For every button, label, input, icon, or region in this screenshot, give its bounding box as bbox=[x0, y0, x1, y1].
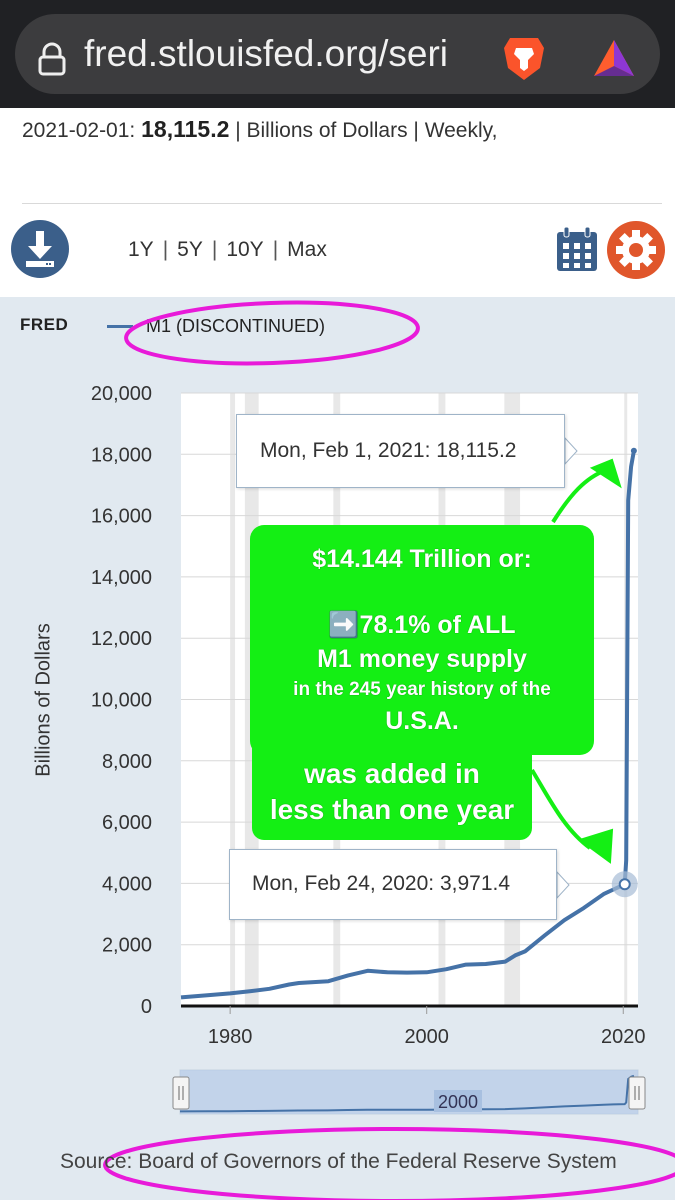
fred-logo: FRED bbox=[20, 315, 69, 334]
range-1y[interactable]: 1Y bbox=[128, 238, 154, 261]
navigator-handle[interactable] bbox=[629, 1077, 645, 1109]
y-tick-label: 6,000 bbox=[101, 812, 152, 835]
annotation-line: ➡️78.1% of ALL bbox=[328, 611, 516, 639]
source-note: Source: Board of Governors of the Federal Reserve System bbox=[60, 1150, 617, 1173]
annotation-line: M1 money supply bbox=[317, 645, 527, 673]
range-5y[interactable]: 5Y bbox=[177, 238, 203, 261]
y-tick-label: 10,000 bbox=[90, 689, 152, 712]
x-tick-label: 2020 bbox=[601, 1026, 646, 1048]
navigator-handle[interactable] bbox=[173, 1077, 189, 1109]
navigator-label: 2000 bbox=[437, 1092, 479, 1112]
observation-meta: | Billions of Dollars | Weekly, bbox=[235, 119, 498, 142]
annotation-line: less than one year bbox=[269, 794, 515, 825]
y-axis-label: Billions of Dollars bbox=[32, 623, 55, 777]
y-tick-label: 12,000 bbox=[90, 628, 152, 651]
data-point bbox=[631, 448, 637, 454]
highlight-circle-legend bbox=[125, 298, 419, 368]
tooltip-latest bbox=[236, 414, 565, 488]
x-tick-label: 2000 bbox=[404, 1026, 449, 1048]
navigator-selection bbox=[180, 1070, 638, 1114]
range-separator: | bbox=[272, 238, 279, 261]
tooltip-prepandemic-date: Mon, Feb 24, 2020: bbox=[252, 872, 435, 895]
range-separator: | bbox=[211, 238, 218, 261]
tooltip-latest-value: 18,115.2 bbox=[436, 439, 517, 462]
legend-label[interactable]: M1 (DISCONTINUED) bbox=[146, 316, 325, 336]
highlight-point bbox=[620, 879, 630, 889]
observation-date: 2021-02-01: bbox=[22, 119, 136, 142]
annotation-box bbox=[250, 525, 594, 755]
y-tick-label: 20,000 bbox=[90, 383, 152, 405]
y-tick-label: 16,000 bbox=[90, 505, 152, 528]
annotation-box-bottom bbox=[252, 748, 532, 840]
y-tick-label: 4,000 bbox=[101, 873, 152, 896]
url-text: fred.stlouisfed.org/seri bbox=[84, 33, 449, 74]
y-tick-label: 0 bbox=[140, 996, 152, 1018]
range-separator: | bbox=[162, 238, 169, 261]
range-10y[interactable]: 10Y bbox=[226, 238, 264, 261]
annotation-line: U.S.A. bbox=[385, 707, 459, 735]
tooltip-latest-date: Mon, Feb 1, 2021: bbox=[260, 439, 431, 462]
y-tick-label: 8,000 bbox=[101, 750, 152, 773]
observation-value: 18,115.2 bbox=[141, 116, 230, 142]
tooltip-prepandemic bbox=[229, 849, 557, 920]
y-tick-label: 18,000 bbox=[90, 444, 152, 467]
tooltip-prepandemic-value: 3,971.4 bbox=[439, 872, 511, 895]
y-tick-label: 2,000 bbox=[101, 934, 152, 957]
annotation-line: $14.144 Trillion or: bbox=[312, 545, 532, 573]
annotation-line: in the 245 year history of the bbox=[293, 679, 551, 700]
annotation-line: was added in bbox=[304, 758, 480, 789]
y-tick-label: 14,000 bbox=[90, 566, 152, 589]
x-tick-label: 1980 bbox=[207, 1026, 253, 1048]
range-max[interactable]: Max bbox=[287, 238, 327, 261]
